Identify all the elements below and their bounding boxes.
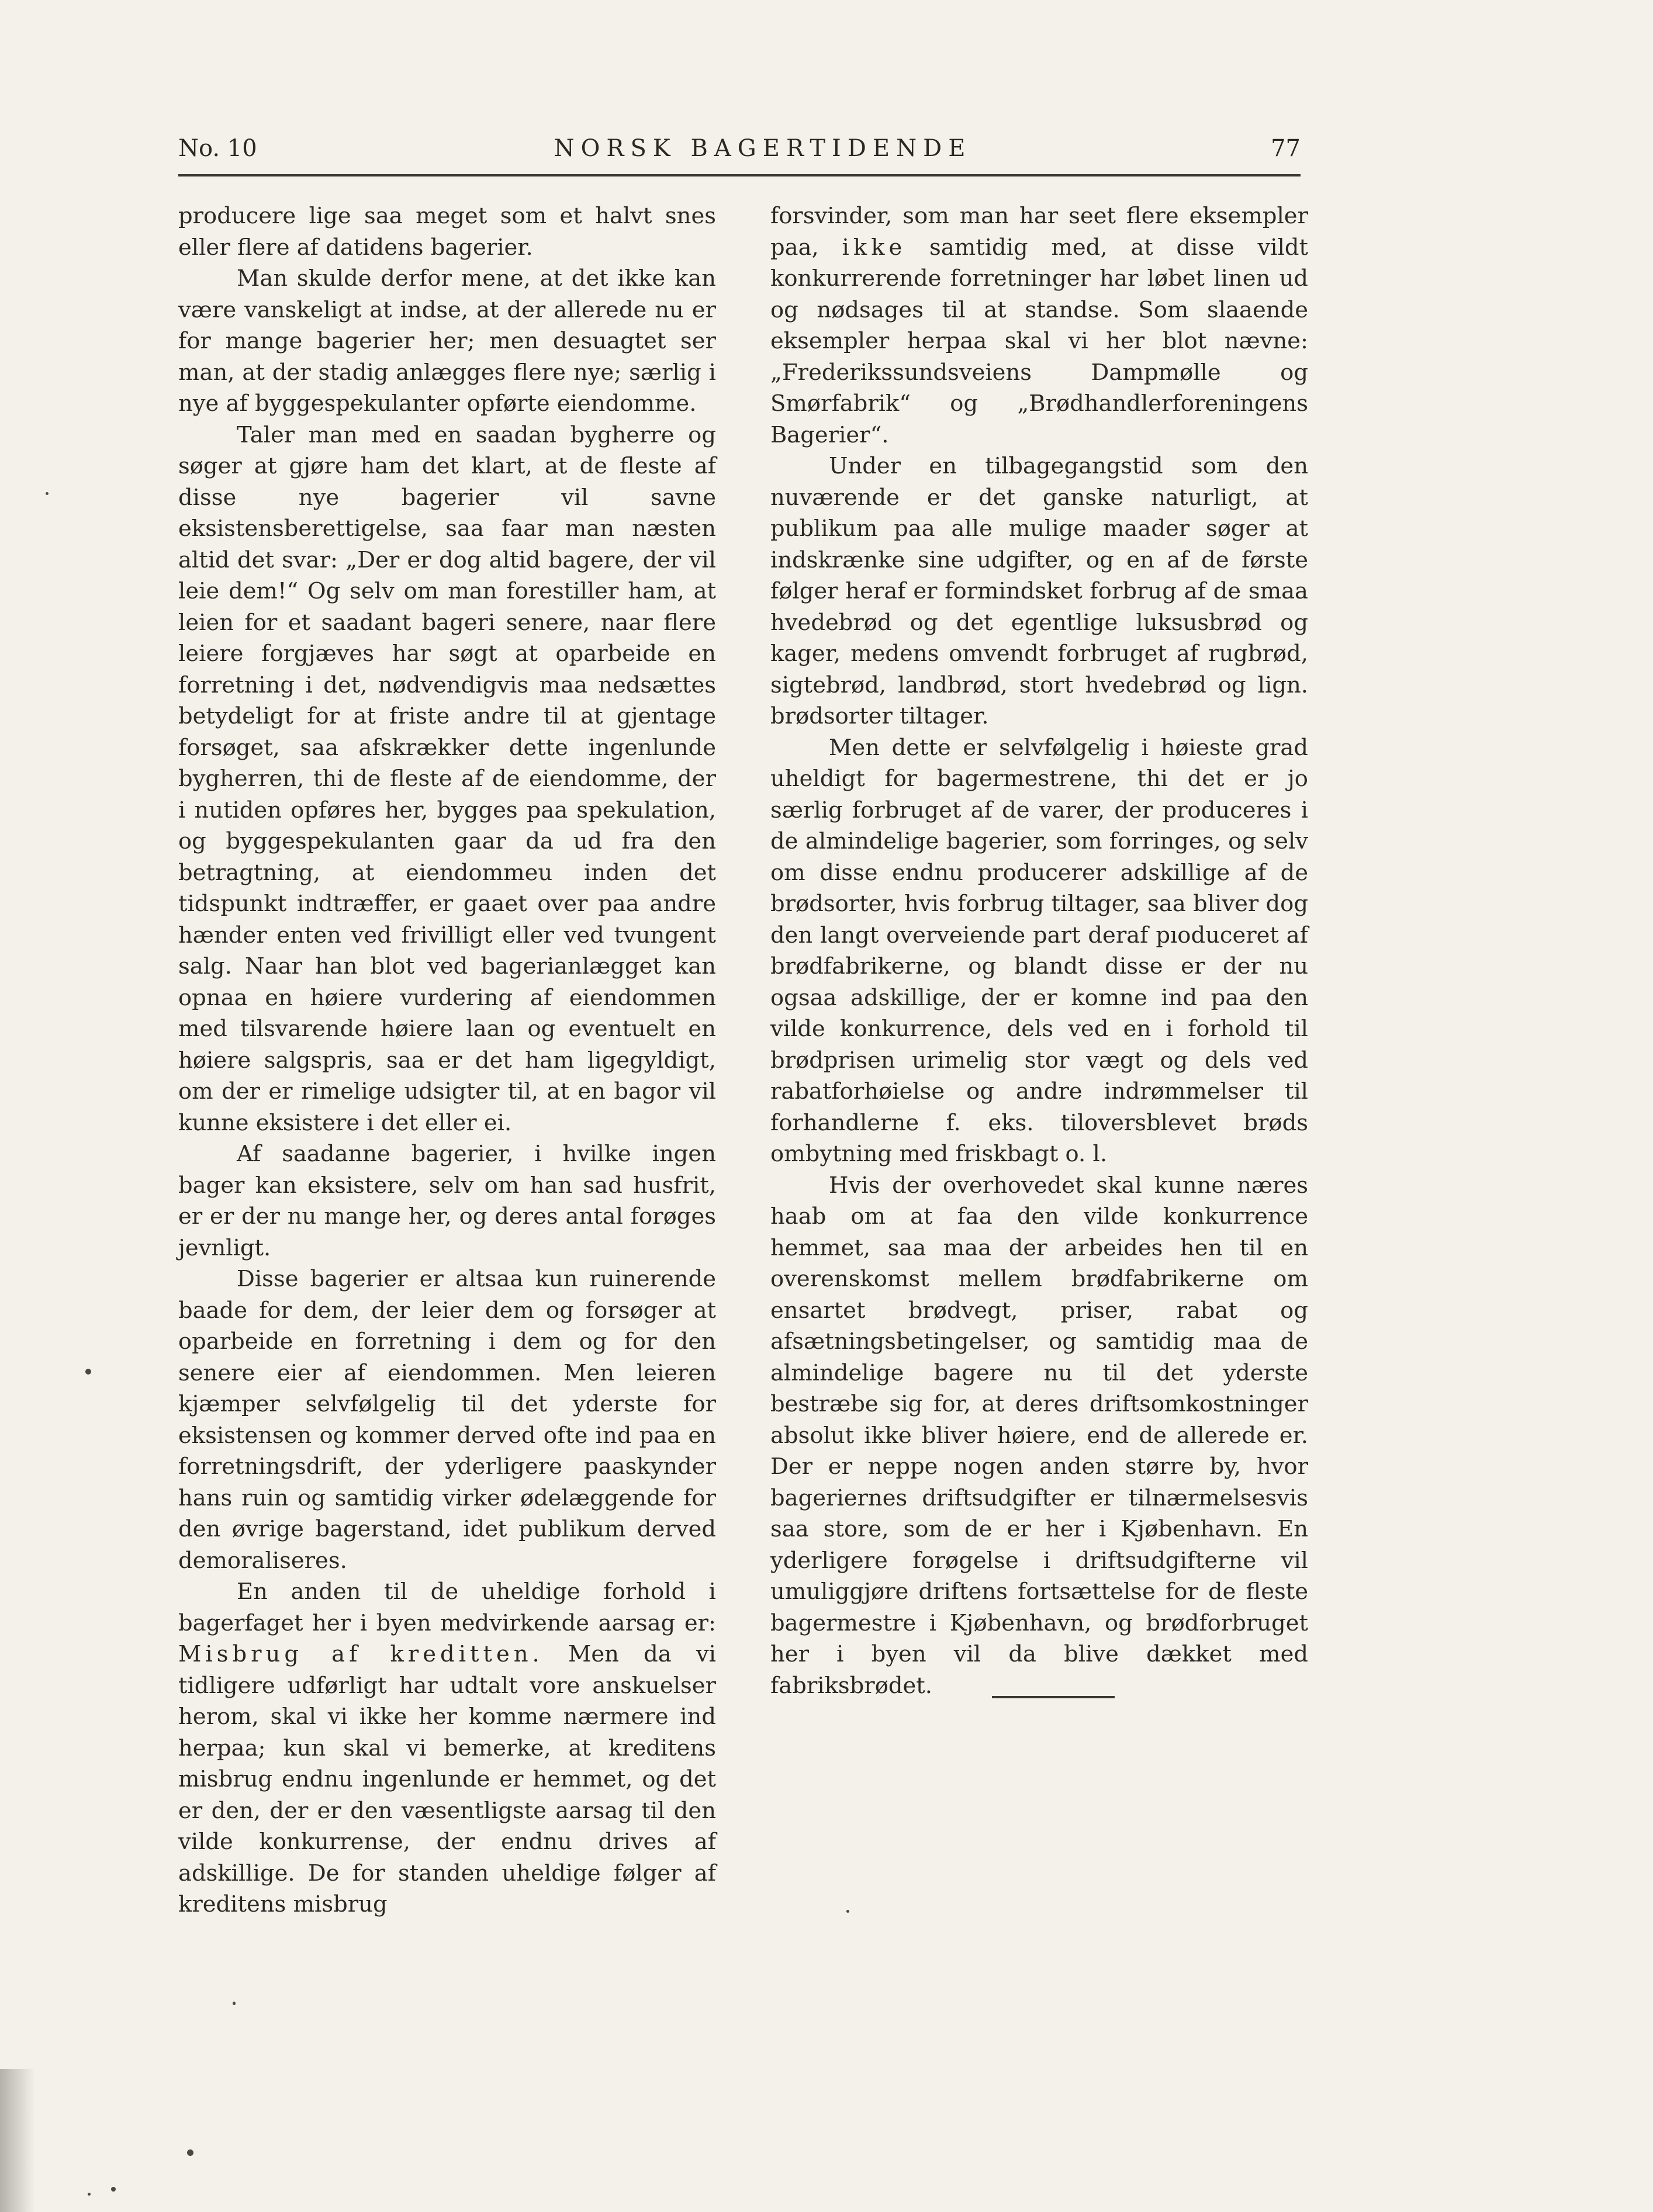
paragraph xyxy=(770,200,1308,451)
scan-edge-shadow xyxy=(0,2069,35,2212)
page-number: 77 xyxy=(1271,135,1301,162)
paragraph: Under en tilbagegangstid som den nuværende er det ganske naturligt, at publikum paa alle mulige maader søger at indskrænke sine udgifter, og en af de første følger heraf er formindsket forbrug af de smaa hvedebrød og det egentlige luksusbrød og kager, medens omvendt forbruget af rugbrød, sigtebrød, landbrød, stort hvedebrød og lign. brødsorter tiltager. xyxy=(770,453,1308,729)
print-speck xyxy=(85,1369,91,1375)
paragraph: Af saadanne bagerier, i hvilke ingen bager kan eksistere, selv om han sad husfrit, er er der nu mange her, og deres antal forøges jevnligt. xyxy=(178,1141,716,1261)
text-run: forsvinder, som man har seet flere eksempler paa, xyxy=(770,203,1308,261)
paragraph: Men dette er selvfølgelig i høieste grad uheldigt for bagermestrene, thi det er jo særlig forbruget af de varer, der produceres i de almindelige bagerier, som forringes, og selv om disse endnu producerer adskillige af de brødsorter, hvis forbrug tiltager, saa bliver dog den langt overveiende part deraf pıoduceret af brødfabrikerne, og blandt disse er der nu ogsaa adskillige, der er komne ind paa den vilde konkurrence, dels ved en i forhold til brødprisen urimelig stor vægt og dels ved rabatforhøielse og andre indrømmelser til forhandlerne f. eks. tiloversblevet brøds ombytning med friskbagt o. l. xyxy=(770,734,1308,1167)
print-speck xyxy=(187,2149,193,2156)
print-speck xyxy=(46,492,49,495)
section-end-rule xyxy=(992,1696,1115,1698)
text-run: Men da vi tidligere udførligt har udtalt vore anskuelser herom, skal vi ikke her komme nærmere ind herpaa; kun skal vi bemerke, at kreditens misbrug endnu ingenlunde er hemmet, og det er den, der er den væsentligste aarsag til den vilde konkurrense, der endnu drives af adskillige. De for standen uheldige følger af kreditens misbrug xyxy=(178,1641,716,1917)
emphasized-text: Misbrug af kreditten. xyxy=(178,1641,544,1667)
print-speck xyxy=(846,1910,849,1913)
paragraph: Man skulde derfor mene, at det ikke kan være vanskeligt at indse, at der allerede nu er for mange bagerier her; men desuagtet ser man, at der stadig anlægges flere nye; særlig i nye af byggespekulanter opførte eiendomme. xyxy=(178,265,716,417)
right-column xyxy=(770,200,1308,1701)
emphasized-text: ikke xyxy=(842,234,907,261)
text-run: samtidig med, at disse vildt konkurrerende forretninger har løbet linen ud og nødsages til at standse. Som slaaende eksempler herpaa skal vi her blot nævne: „Frederikssundsveiens Dampmølle og Smørfabrik“ og „Brødhandlerforeningens Bagerier“. xyxy=(770,234,1308,448)
paragraph: Disse bagerier er altsaa kun ruinerende baade for dem, der leier dem og forsøger at oparbeide en forretning i dem og for den senere eier af eiendommen. Men leieren kjæmper selvfølgelig til det yderste for eksistensen og kommer derved ofte ind paa en forretningsdrift, der yderligere paaskynder hans ruin og samtidig virker ødelæggende for den øvrige bagerstand, idet publikum derved demoraliseres. xyxy=(178,1266,716,1574)
left-column xyxy=(178,200,716,1920)
issue-number: No. 10 xyxy=(178,135,257,162)
print-speck xyxy=(111,2187,116,2192)
print-speck xyxy=(88,2193,91,2196)
header-rule xyxy=(178,174,1301,176)
paragraph xyxy=(178,1576,716,1920)
publication-title: NORSK BAGERTIDENDE xyxy=(554,135,972,162)
paragraph: Taler man med en saadan bygherre og søger at gjøre ham det klart, at de fleste af disse nye bagerier vil savne eksistensberettigelse, saa faar man næsten altid det svar: „Der er dog altid bagere, der vil leie dem!“ Og selv om man forestiller ham, at leien for et saadant bageri senere, naar flere leiere forgjæves har søgt at oparbeide en forretning i det, nødvendigvis maa nedsættes betydeligt for at friste andre til at gjentage forsøget, saa afskrækker dette ingenlunde bygherren, thi de fleste af de eiendomme, der i nutiden opføres her, bygges paa spekulation, og byggespekulanten gaar da ud fra den betragtning, at eiendommeu inden det tidspunkt indtræffer, er gaaet over paa andre hænder enten ved frivilligt eller ved tvungent salg. Naar han blot ved bagerianlægget kan opnaa en høiere vurdering af eiendommen med tilsvarende høiere laan og eventuelt en høiere salgspris, saa er det ham ligegyldigt, om der er rimelige udsigter til, at en bagor vil kunne eksistere i det eller ei. xyxy=(178,421,716,1136)
paragraph: Hvis der overhovedet skal kunne næres haab om at faa den vilde konkurrence hemmet, saa maa der arbeides hen til en overenskomst mellem brødfabrikerne om ensartet brødvegt, priser, rabat og afsætningsbetingelser, og samtidig maa de almindelige bagere nu til det yderste bestræbe sig for, at deres driftsomkostninger absolut ikke bliver høiere, end de allerede er. Der er neppe nogen anden større by, hvor bageriernes driftsudgifter er tilnærmelsesvis saa store, som de er her i Kjøbenhavn. En yderligere forøgelse i driftsudgifterne vil umuliggjøre driftens fortsættelse for de fleste bagermestre i Kjøbenhavn, og brødforbruget her i byen vil da blive dækket med fabriksbrødet. xyxy=(770,1172,1308,1699)
page-header xyxy=(178,127,1347,169)
paragraph: producere lige saa meget som et halvt snes eller flere af datidens bagerier. xyxy=(178,203,716,261)
text-run: En anden til de uheldige forhold i bagerfaget her i byen medvirkende aarsag er: xyxy=(178,1578,716,1636)
print-speck xyxy=(233,2002,236,2005)
